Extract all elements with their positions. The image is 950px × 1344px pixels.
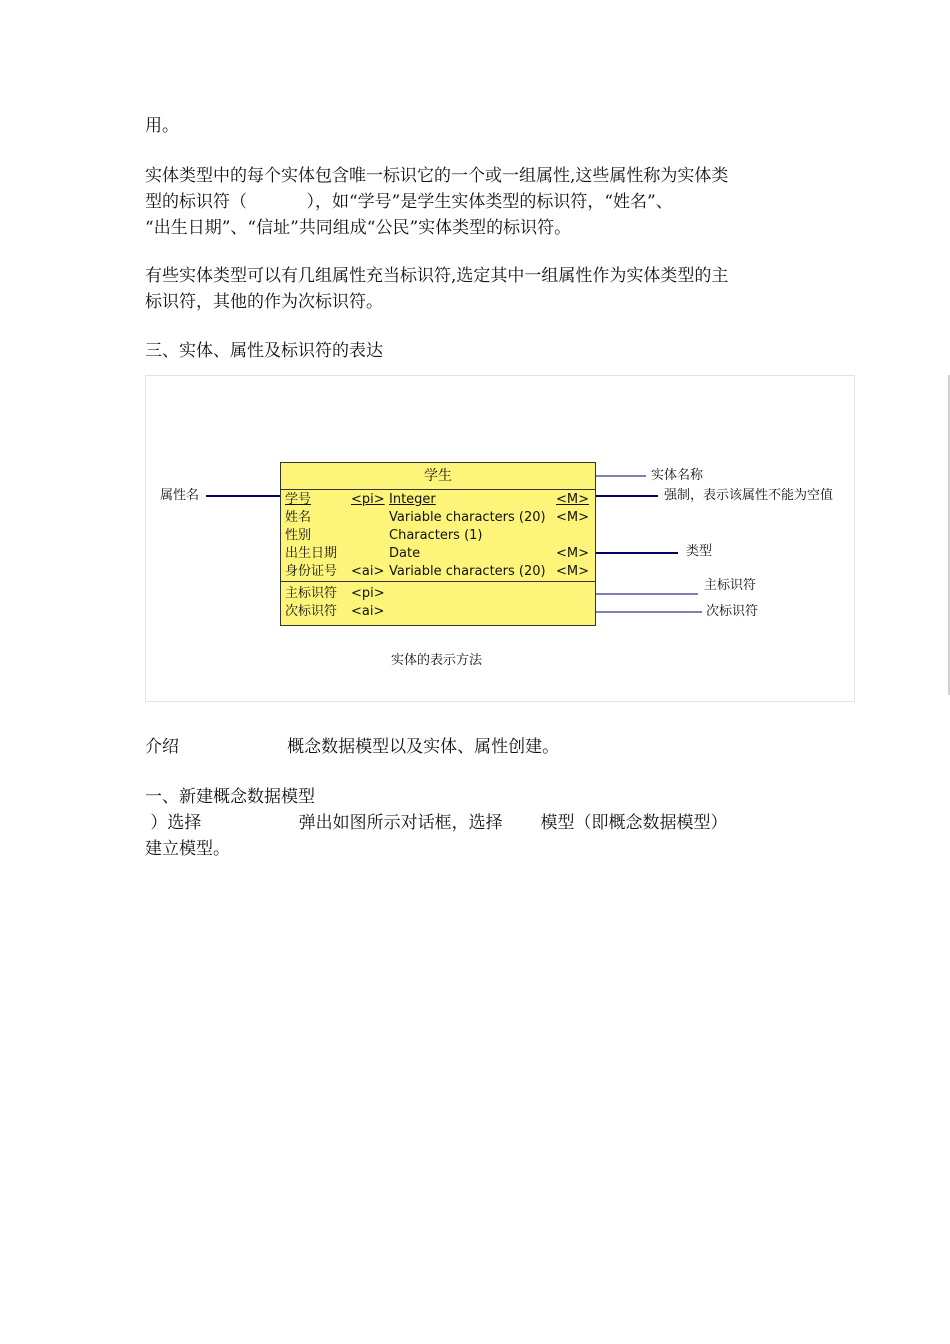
text-line: 实体类型中的每个实体包含唯一标识它的一个或一组属性,这些属性称为实体类 bbox=[145, 166, 729, 186]
annotation-alternate-id: 次标识符 bbox=[706, 604, 759, 619]
annotation-primary-id: 主标识符 bbox=[704, 578, 757, 593]
attr-type: Variable characters (20) bbox=[389, 564, 546, 579]
attr-type: Variable characters (20) bbox=[389, 510, 546, 525]
identifier-tag: <ai> bbox=[351, 604, 385, 619]
identifier-tag: <pi> bbox=[351, 586, 385, 601]
paragraph-new-model bbox=[145, 784, 815, 862]
attr-name: 身份证号 bbox=[285, 564, 338, 579]
text-line: ）选择 弹出如图所示对话框，选择 模型（即概念数据模型） bbox=[145, 813, 728, 833]
figure-caption: 实体的表示方法 bbox=[391, 653, 483, 668]
entity-diagram-figure bbox=[145, 375, 855, 702]
annotation-entity-name: 实体名称 bbox=[651, 468, 704, 483]
text-line: 一、新建概念数据模型 bbox=[145, 787, 315, 807]
text-line: 介绍 概念数据模型以及实体、属性创建。 bbox=[145, 737, 560, 757]
annotation-mandatory: 强制，表示该属性不能为空值 bbox=[664, 488, 834, 503]
attr-type: Date bbox=[389, 546, 421, 561]
text-line: 用。 bbox=[145, 116, 179, 136]
attr-name: 学号 bbox=[285, 492, 312, 507]
entity-box bbox=[280, 462, 596, 626]
section-heading bbox=[145, 338, 815, 364]
text-line: 三、实体、属性及标识符的表达 bbox=[145, 341, 383, 361]
paragraph-3 bbox=[145, 263, 815, 315]
text-line: 建立模型。 bbox=[145, 839, 230, 859]
annotation-attr-name: 属性名 bbox=[160, 488, 200, 503]
attr-mandatory: <M> bbox=[556, 492, 590, 507]
entity-title: 学生 bbox=[281, 463, 595, 490]
attr-mandatory: <M> bbox=[556, 510, 590, 525]
text-line: 标识符，其他的作为次标识符。 bbox=[145, 292, 383, 312]
attr-mandatory: <M> bbox=[556, 564, 590, 579]
attr-id: <ai> bbox=[351, 564, 385, 579]
attr-type: Integer bbox=[389, 492, 436, 507]
attr-name: 性别 bbox=[285, 528, 312, 543]
attr-id: <pi> bbox=[351, 492, 385, 507]
attr-name: 出生日期 bbox=[285, 546, 338, 561]
attr-mandatory: <M> bbox=[556, 546, 590, 561]
paragraph-intro bbox=[145, 734, 815, 760]
identifier-name: 次标识符 bbox=[285, 604, 338, 619]
identifier-divider bbox=[281, 581, 595, 582]
paragraph-1 bbox=[145, 113, 815, 139]
text-line: 有些实体类型可以有几组属性充当标识符,选定其中一组属性作为实体类型的主 bbox=[145, 266, 729, 286]
text-line: 型的标识符（ ），如“学号”是学生实体类型的标识符，“姓名”、 bbox=[145, 192, 673, 212]
attr-name: 姓名 bbox=[285, 510, 312, 525]
attr-type: Characters (1) bbox=[389, 528, 483, 543]
identifier-name: 主标识符 bbox=[285, 586, 338, 601]
text-line: “出生日期”、“信址”共同组成“公民”实体类型的标识符。 bbox=[145, 218, 572, 238]
annotation-type: 类型 bbox=[686, 544, 713, 559]
paragraph-2 bbox=[145, 163, 815, 241]
